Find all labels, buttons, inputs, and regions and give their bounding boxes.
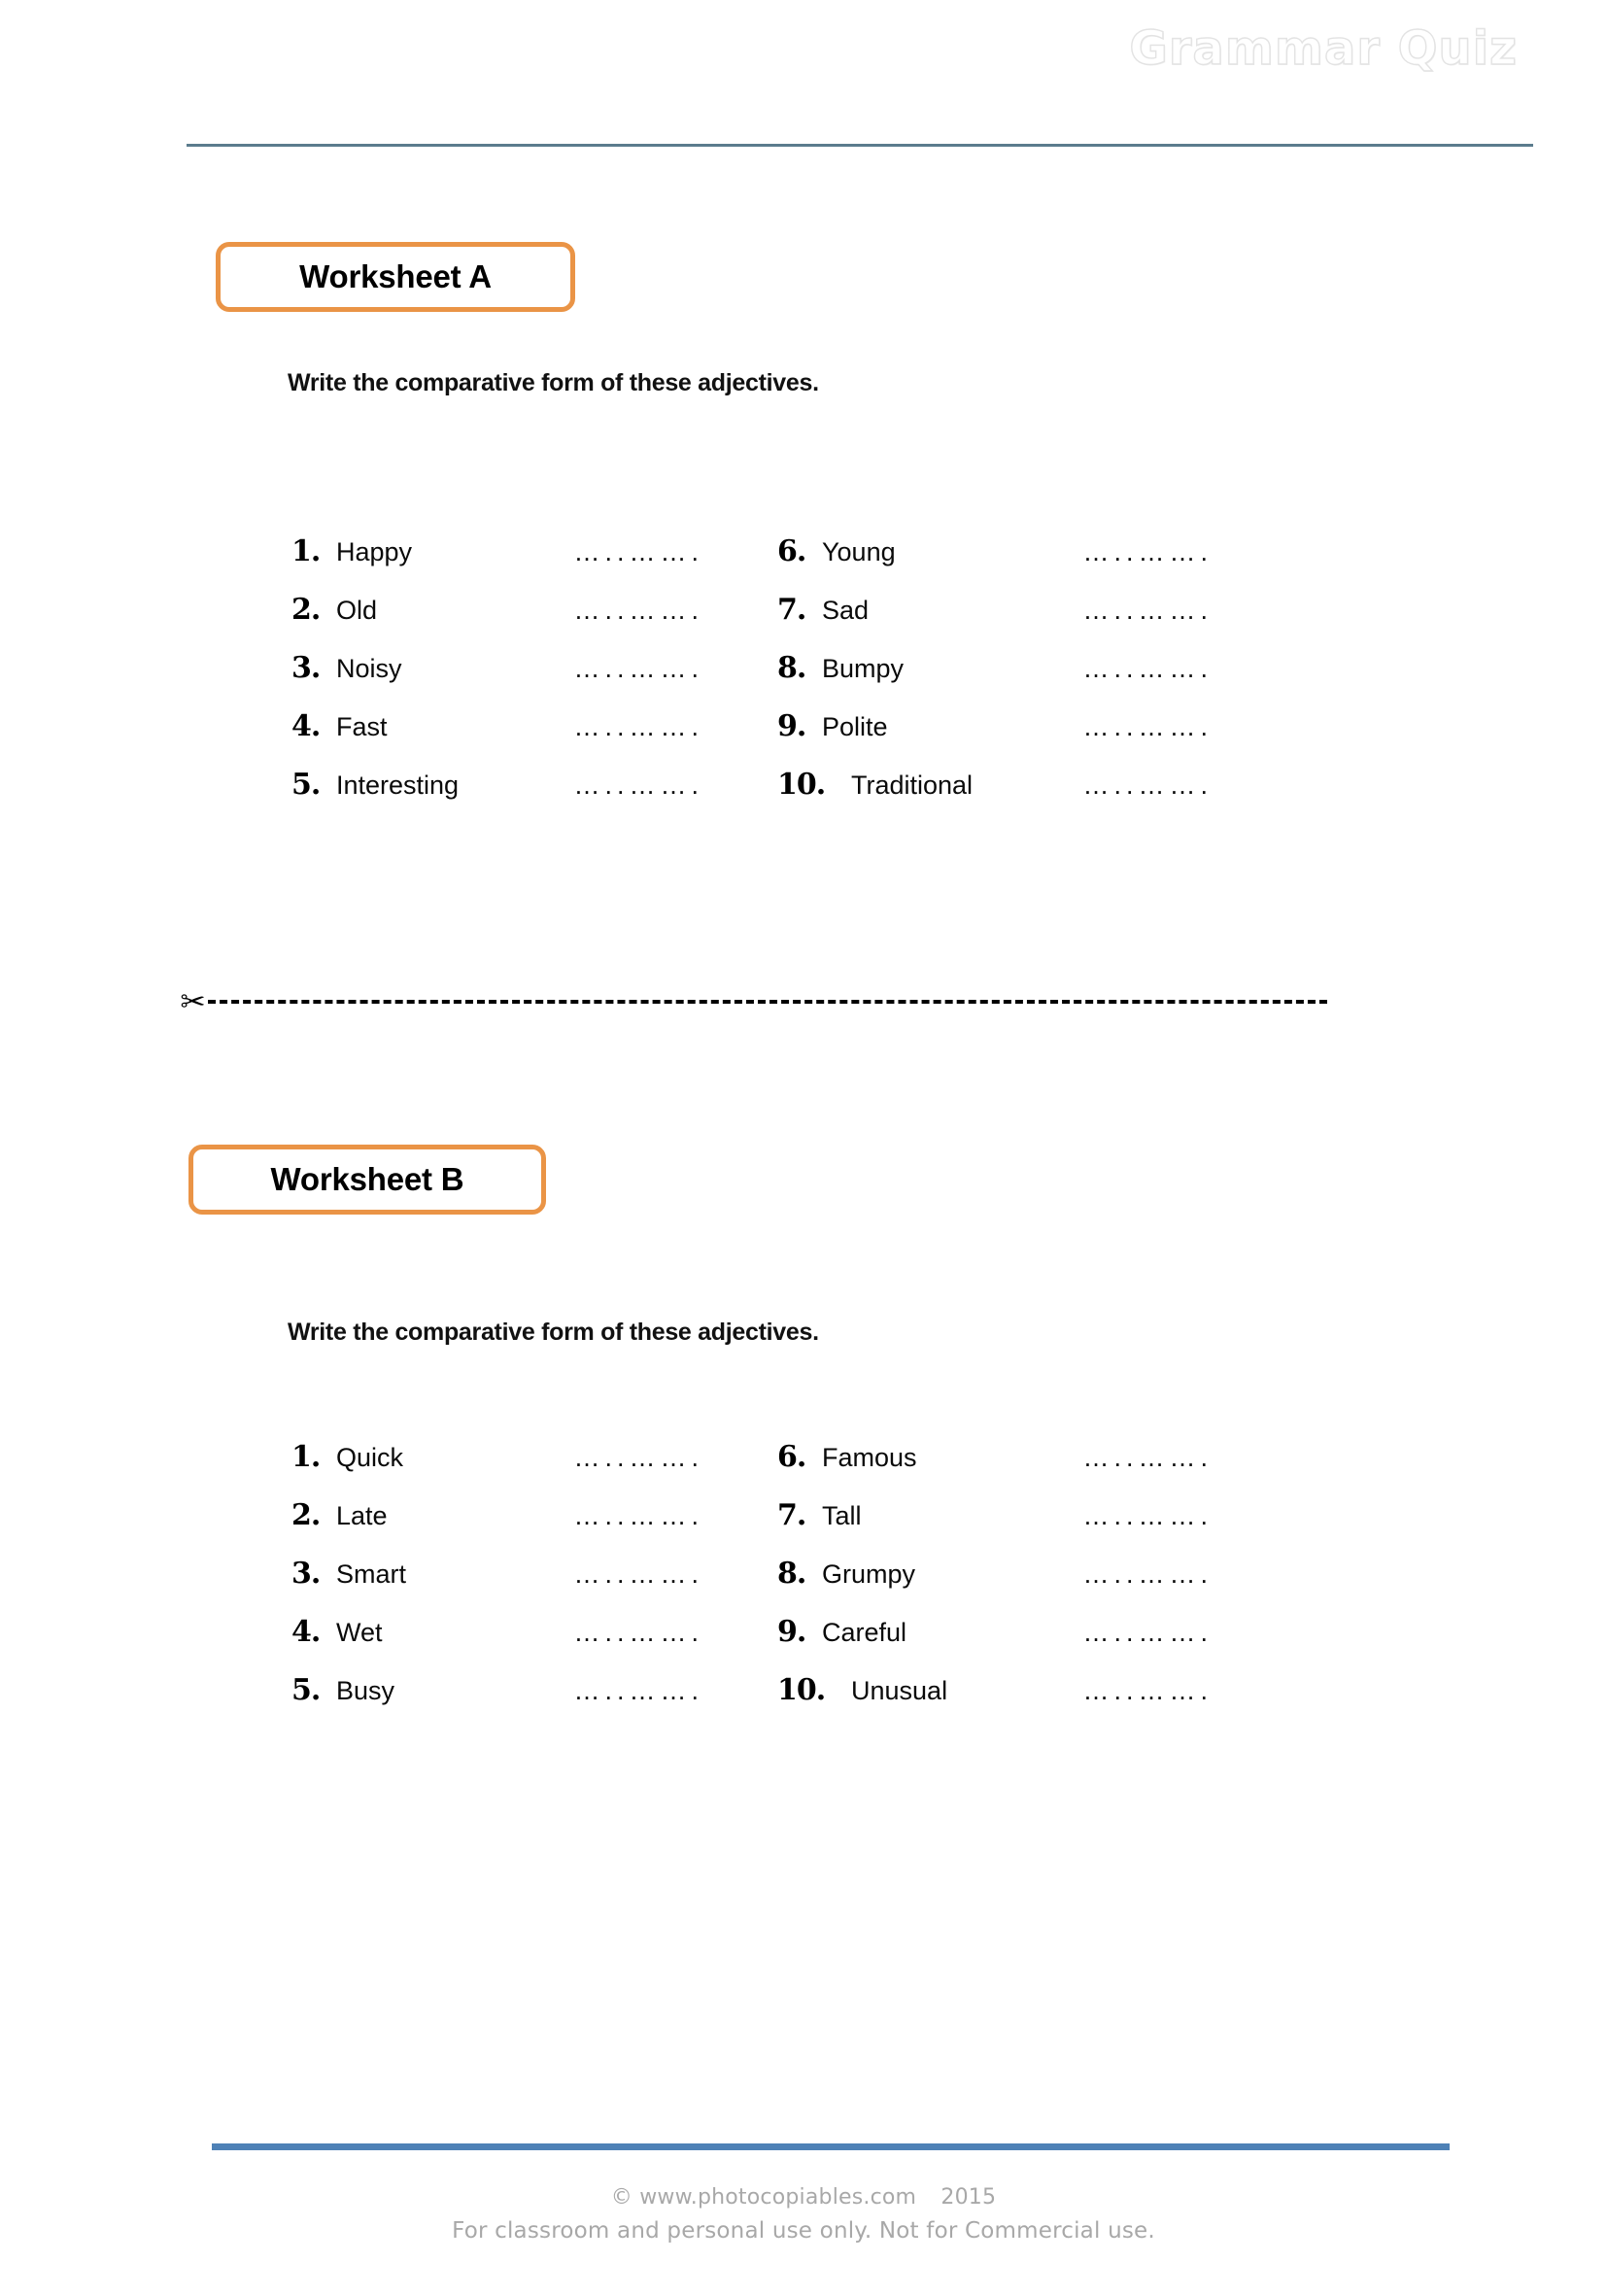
question-item <box>777 1615 1263 1673</box>
question-item <box>777 1440 1263 1498</box>
adjective-word: Wet <box>336 1618 383 1647</box>
footer-copyright <box>0 2185 1607 2210</box>
answer-blank[interactable]: …..……. <box>1082 654 1213 683</box>
question-item <box>291 534 777 593</box>
answer-blank[interactable]: …..……. <box>573 712 703 741</box>
adjective-word: Unusual <box>851 1676 948 1705</box>
answer-blank[interactable]: …..……. <box>1082 1443 1213 1472</box>
question-item <box>291 1440 777 1498</box>
question-item <box>291 1557 777 1615</box>
question-item <box>777 651 1263 709</box>
question-item <box>777 1673 1263 1731</box>
answer-blank[interactable]: …..……. <box>573 654 703 683</box>
question-number: 3. <box>291 1557 321 1591</box>
footer-divider-rule <box>212 2143 1450 2150</box>
adjective-word: Bumpy <box>822 654 905 683</box>
adjective-word: Traditional <box>851 771 974 800</box>
adjective-word: Careful <box>822 1618 907 1647</box>
worksheet-b-title: Worksheet B <box>270 1161 464 1197</box>
adjective-word: Sad <box>822 596 870 625</box>
question-item <box>777 593 1263 651</box>
answer-blank[interactable]: …..……. <box>1082 712 1213 741</box>
scissors-icon: ✂ <box>180 985 206 1019</box>
worksheet-b-items <box>291 1440 1263 1731</box>
page-title-watermark: Grammar Quiz <box>1129 21 1518 76</box>
footer-site: www.photocopiables.com <box>639 2185 917 2210</box>
answer-blank[interactable]: …..……. <box>573 1443 703 1472</box>
answer-blank[interactable]: …..……. <box>573 1676 703 1705</box>
answer-blank[interactable]: …..……. <box>1082 1676 1213 1705</box>
question-number: 8. <box>777 1557 806 1591</box>
page-header <box>0 0 1607 155</box>
answer-blank[interactable]: …..……. <box>1082 771 1213 800</box>
answer-blank[interactable]: …..……. <box>573 771 703 800</box>
question-number: 6. <box>777 1440 806 1474</box>
question-number: 7. <box>777 593 806 627</box>
footer-terms: For classroom and personal use only. Not for Commercial use. <box>452 2218 1155 2244</box>
question-number: 10. <box>777 1673 826 1707</box>
answer-blank[interactable]: …..……. <box>573 537 703 566</box>
footer-year: 2015 <box>940 2185 997 2210</box>
adjective-word: Tall <box>822 1501 862 1530</box>
adjective-word: Polite <box>822 712 888 741</box>
question-item <box>777 534 1263 593</box>
worksheet-a-instruction: Write the comparative form of these adjectives. <box>288 369 819 396</box>
answer-blank[interactable]: …..……. <box>573 596 703 625</box>
adjective-word: Young <box>822 537 896 566</box>
question-item <box>777 709 1263 768</box>
adjective-word: Old <box>336 596 378 625</box>
question-number: 1. <box>291 534 321 568</box>
question-number: 4. <box>291 1615 321 1649</box>
question-item <box>291 1498 777 1557</box>
question-number: 8. <box>777 651 806 685</box>
adjective-word: Famous <box>822 1443 917 1472</box>
worksheet-a-title: Worksheet A <box>299 258 492 294</box>
question-number: 1. <box>291 1440 321 1474</box>
cut-line-dashes <box>208 1000 1327 1004</box>
question-item <box>291 593 777 651</box>
question-number: 2. <box>291 593 321 627</box>
question-number: 10. <box>777 768 826 802</box>
answer-blank[interactable]: …..……. <box>1082 596 1213 625</box>
question-item <box>291 1615 777 1673</box>
answer-blank[interactable]: …..……. <box>573 1559 703 1589</box>
adjective-word: Fast <box>336 712 388 741</box>
question-item <box>291 651 777 709</box>
question-number: 3. <box>291 651 321 685</box>
question-number: 4. <box>291 709 321 743</box>
worksheet-a-items <box>291 534 1263 826</box>
cut-line <box>181 986 1327 1019</box>
adjective-word: Happy <box>336 537 413 566</box>
question-item <box>777 1557 1263 1615</box>
header-divider-rule <box>187 144 1533 147</box>
question-item <box>777 1498 1263 1557</box>
copyright-symbol: © <box>610 2185 633 2210</box>
question-item <box>291 709 777 768</box>
answer-blank[interactable]: …..……. <box>1082 1559 1213 1589</box>
adjective-word: Quick <box>336 1443 404 1472</box>
question-number: 7. <box>777 1498 806 1532</box>
question-number: 9. <box>777 709 806 743</box>
answer-blank[interactable]: …..……. <box>1082 537 1213 566</box>
question-number: 5. <box>291 1673 321 1707</box>
question-item <box>291 768 777 826</box>
question-number: 2. <box>291 1498 321 1532</box>
answer-blank[interactable]: …..……. <box>573 1501 703 1530</box>
answer-blank[interactable]: …..……. <box>1082 1501 1213 1530</box>
question-item <box>291 1673 777 1731</box>
adjective-word: Smart <box>336 1559 407 1589</box>
question-number: 9. <box>777 1615 806 1649</box>
worksheet-a-title-box <box>216 242 575 312</box>
adjective-word: Late <box>336 1501 388 1530</box>
adjective-word: Interesting <box>336 771 460 800</box>
question-number: 5. <box>291 768 321 802</box>
question-number: 6. <box>777 534 806 568</box>
adjective-word: Grumpy <box>822 1559 916 1589</box>
question-item <box>777 768 1263 826</box>
worksheet-b-title-box <box>188 1145 546 1215</box>
adjective-word: Noisy <box>336 654 402 683</box>
answer-blank[interactable]: …..……. <box>573 1618 703 1647</box>
worksheet-b-instruction: Write the comparative form of these adjectives. <box>288 1319 819 1346</box>
adjective-word: Busy <box>336 1676 395 1705</box>
answer-blank[interactable]: …..……. <box>1082 1618 1213 1647</box>
